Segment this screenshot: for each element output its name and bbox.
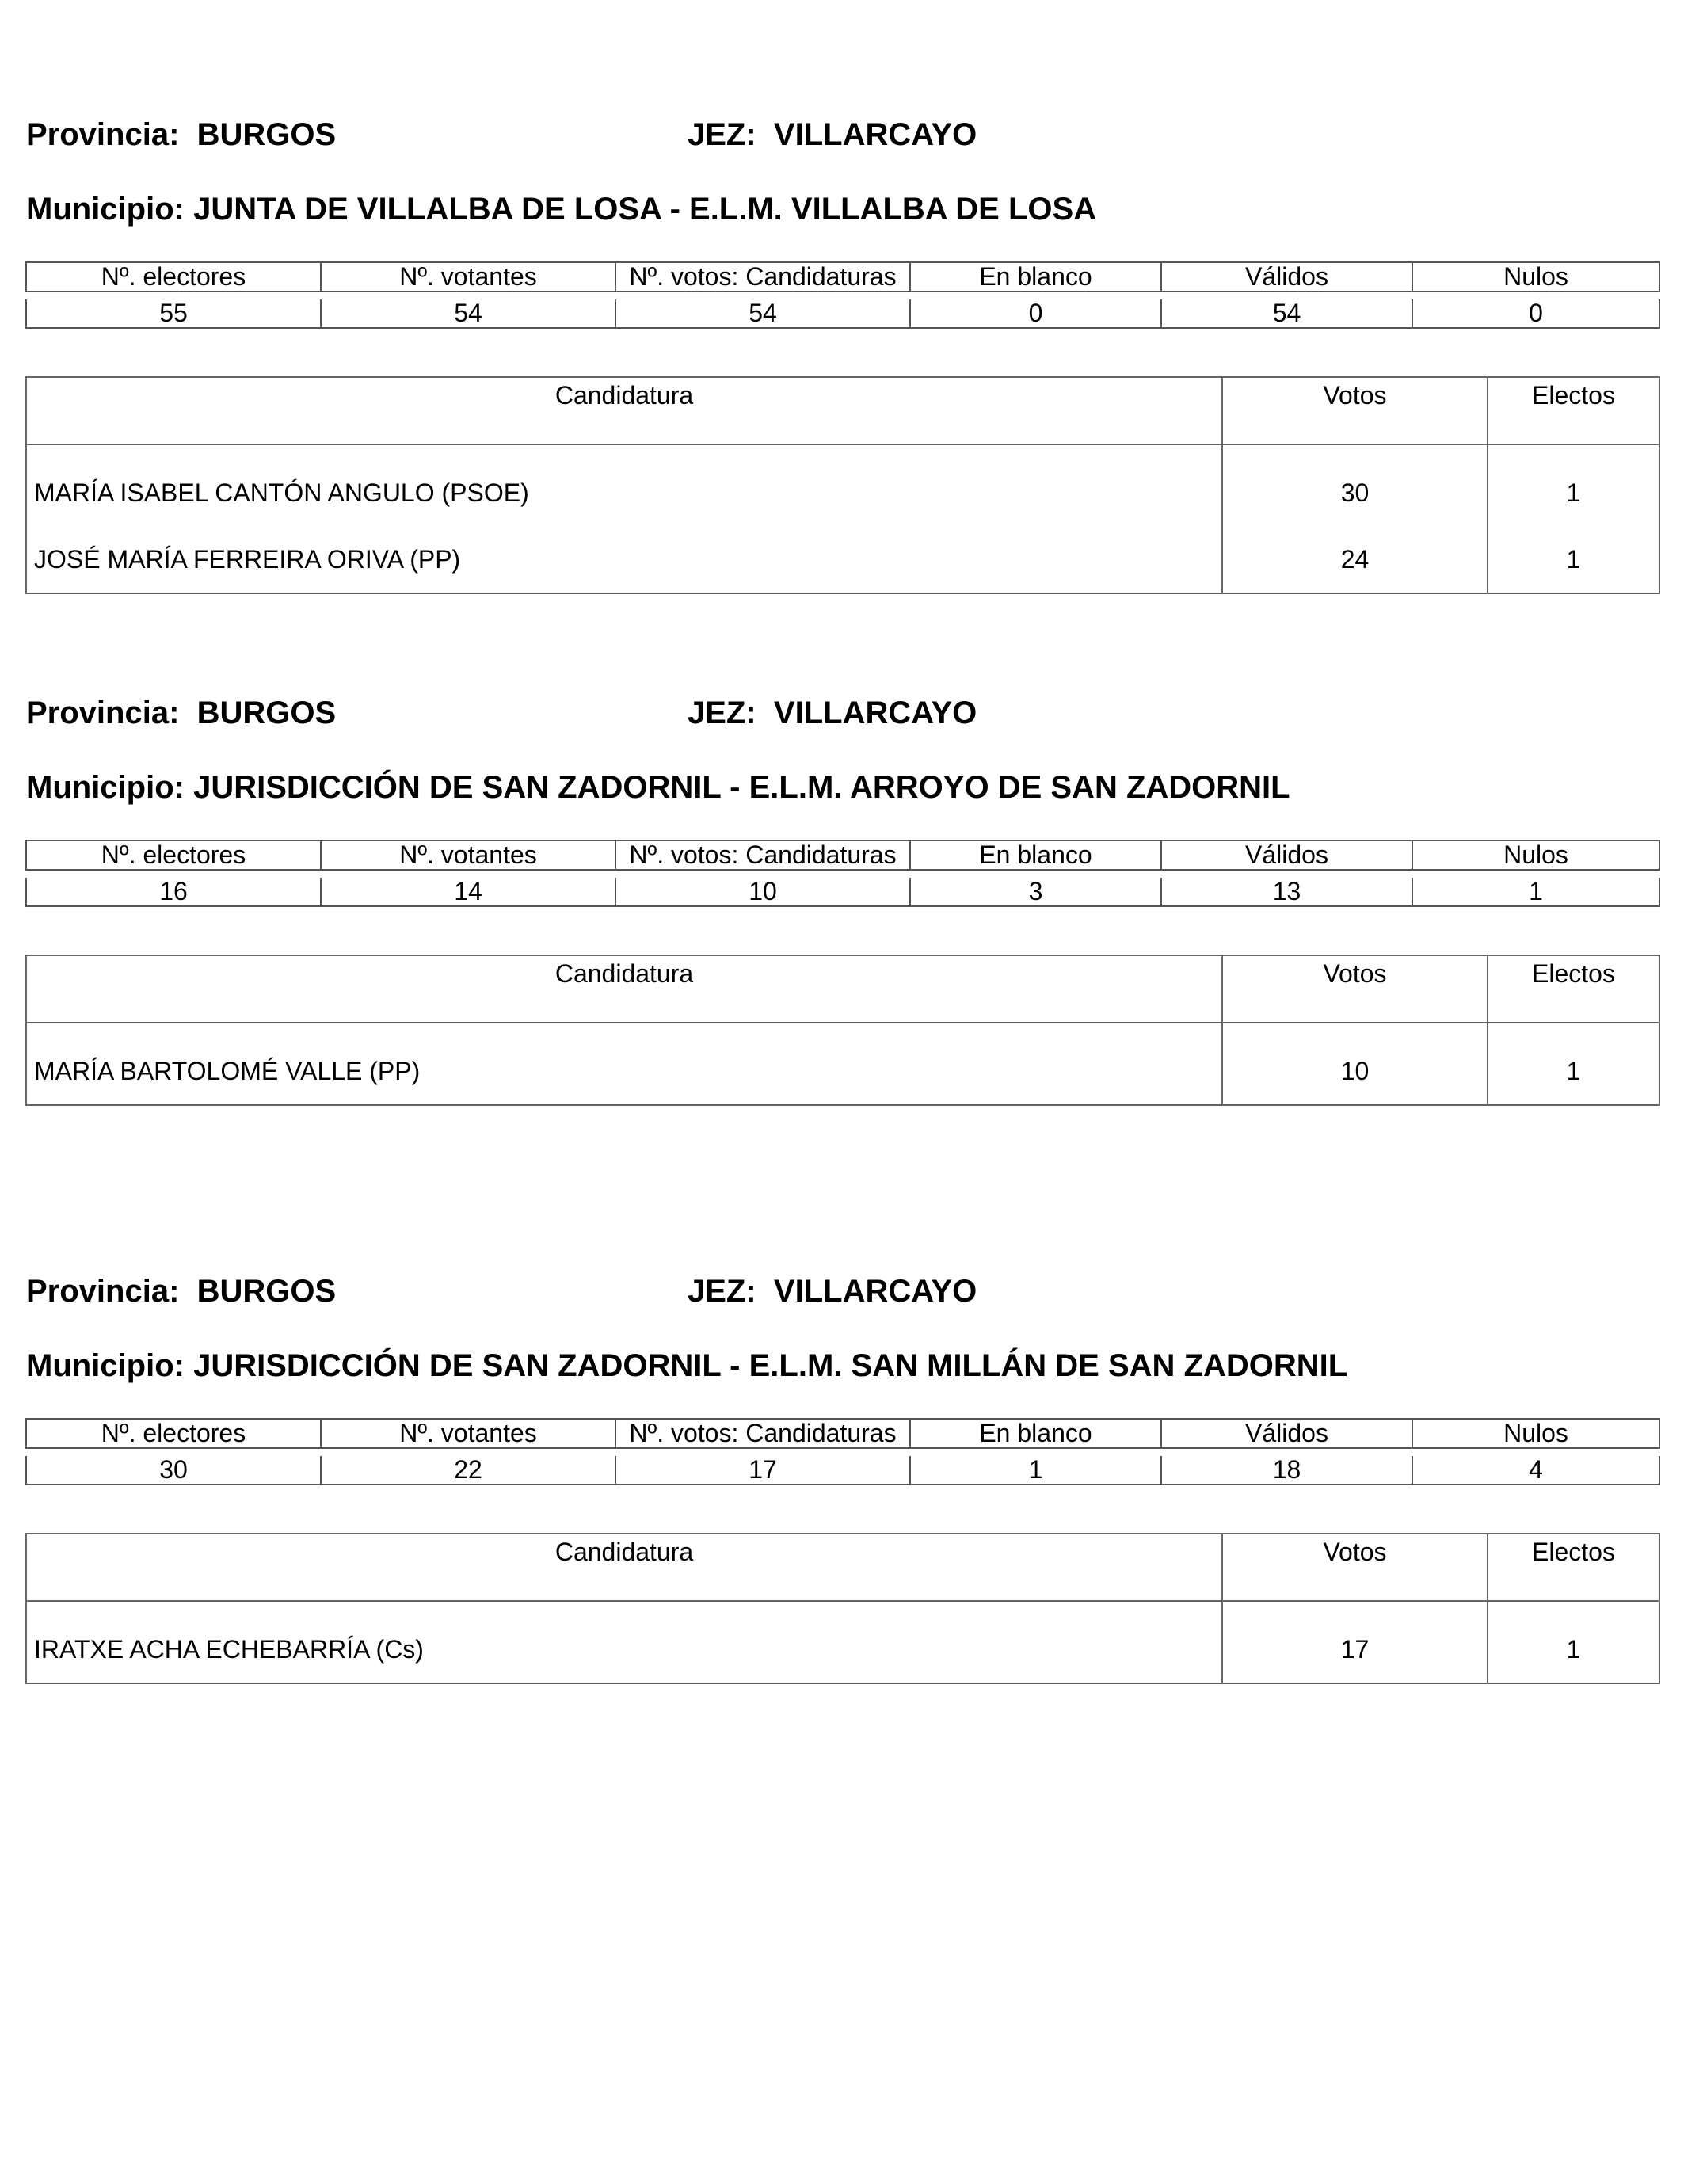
stats-header-row <box>26 262 1659 292</box>
candidate-electos: 1 <box>1488 526 1659 593</box>
provincia-value: BURGOS <box>196 117 337 152</box>
stats-header-cell: Nº. votos: Candidaturas <box>615 262 910 292</box>
candidates-header-cell: Electos <box>1488 955 1659 1023</box>
stats-header-cell: Nº. votantes <box>321 262 615 292</box>
provincia-header <box>26 1275 336 1307</box>
jez-label: JEZ: <box>688 117 756 152</box>
jez-header <box>688 697 977 729</box>
jez-label: JEZ: <box>688 1274 756 1309</box>
municipio-label: Municipio: <box>26 770 185 805</box>
stats-header-row <box>26 840 1659 870</box>
candidate-electos: 1 <box>1488 444 1659 526</box>
jez-header <box>688 119 977 151</box>
candidates-table <box>25 376 1660 594</box>
stats-value-cell: 14 <box>321 876 615 907</box>
candidate-votos: 10 <box>1222 1023 1488 1105</box>
candidate-row <box>26 444 1659 526</box>
stats-header-cell: En blanco <box>910 262 1161 292</box>
stats-header-cell: Nulos <box>1412 262 1659 292</box>
stats-value-cell: 54 <box>1161 298 1412 329</box>
stats-header-row <box>26 1419 1659 1448</box>
stats-value-cell: 1 <box>1412 876 1659 907</box>
stats-value-cell: 30 <box>26 1454 321 1485</box>
election-section <box>0 1275 1684 1767</box>
stats-header-cell: En blanco <box>910 1419 1161 1448</box>
stats-value-cell: 17 <box>615 1454 910 1485</box>
election-section <box>0 119 1684 610</box>
municipio-value: JUNTA DE VILLALBA DE LOSA - E.L.M. VILLALBA DE LOSA <box>193 192 1097 227</box>
jez-value: VILLARCAYO <box>773 696 977 730</box>
candidate-votos: 30 <box>1222 444 1488 526</box>
stats-header-cell: Nº. electores <box>26 840 321 870</box>
candidate-row <box>26 526 1659 593</box>
provincia-header <box>26 119 336 151</box>
candidates-header-row <box>26 955 1659 1023</box>
municipio-value: JURISDICCIÓN DE SAN ZADORNIL - E.L.M. SAN MILLÁN DE SAN ZADORNIL <box>193 1348 1348 1383</box>
stats-value-cell: 54 <box>321 298 615 329</box>
municipio-header <box>26 1350 1347 1382</box>
candidate-votos: 24 <box>1222 526 1488 593</box>
stats-header-cell: Nº. votos: Candidaturas <box>615 840 910 870</box>
candidates-table <box>25 1533 1660 1684</box>
jez-label: JEZ: <box>688 696 756 730</box>
candidates-header-row <box>26 377 1659 444</box>
stats-value-cell: 55 <box>26 298 321 329</box>
stats-table <box>25 1418 1660 1485</box>
candidates-header-row <box>26 1534 1659 1601</box>
municipio-label: Municipio: <box>26 1348 185 1383</box>
jez-value: VILLARCAYO <box>773 117 977 152</box>
provincia-label: Provincia: <box>26 696 180 730</box>
stats-header-cell: Nº. electores <box>26 262 321 292</box>
stats-header-cell: En blanco <box>910 840 1161 870</box>
candidates-header-cell: Votos <box>1222 955 1488 1023</box>
provincia-label: Provincia: <box>26 1274 180 1309</box>
candidate-name: JOSÉ MARÍA FERREIRA ORIVA (PP) <box>26 526 1222 593</box>
stats-value-cell: 10 <box>615 876 910 907</box>
stats-header-cell: Nulos <box>1412 1419 1659 1448</box>
stats-value-cell: 3 <box>910 876 1161 907</box>
provincia-value: BURGOS <box>196 696 337 730</box>
stats-header-cell: Válidos <box>1161 262 1412 292</box>
candidates-header-cell: Candidatura <box>26 1534 1222 1601</box>
stats-value-cell: 18 <box>1161 1454 1412 1485</box>
candidates-header-cell: Candidatura <box>26 377 1222 444</box>
stats-table <box>25 840 1660 907</box>
stats-header-cell: Válidos <box>1161 1419 1412 1448</box>
stats-header-cell: Nº. electores <box>26 1419 321 1448</box>
stats-value-cell: 4 <box>1412 1454 1659 1485</box>
stats-value-cell: 0 <box>910 298 1161 329</box>
candidate-row <box>26 1023 1659 1105</box>
stats-header-cell: Nº. votos: Candidaturas <box>615 1419 910 1448</box>
municipio-value: JURISDICCIÓN DE SAN ZADORNIL - E.L.M. ARROYO DE SAN ZADORNIL <box>193 770 1290 805</box>
stats-value-cell: 1 <box>910 1454 1161 1485</box>
stats-table <box>25 261 1660 329</box>
stats-value-row <box>26 1454 1659 1485</box>
stats-value-cell: 54 <box>615 298 910 329</box>
stats-value-cell: 13 <box>1161 876 1412 907</box>
candidates-table <box>25 955 1660 1106</box>
candidates-header-cell: Candidatura <box>26 955 1222 1023</box>
provincia-label: Provincia: <box>26 117 180 152</box>
candidate-electos: 1 <box>1488 1601 1659 1683</box>
stats-value-cell: 22 <box>321 1454 615 1485</box>
candidate-name: MARÍA BARTOLOMÉ VALLE (PP) <box>26 1023 1222 1105</box>
stats-header-cell: Nº. votantes <box>321 840 615 870</box>
stats-value-cell: 16 <box>26 876 321 907</box>
candidates-header-cell: Electos <box>1488 1534 1659 1601</box>
stats-header-cell: Nº. votantes <box>321 1419 615 1448</box>
candidates-header-cell: Votos <box>1222 377 1488 444</box>
municipio-label: Municipio: <box>26 192 185 227</box>
municipio-header <box>26 193 1096 225</box>
stats-value-cell: 0 <box>1412 298 1659 329</box>
jez-header <box>688 1275 977 1307</box>
municipio-header <box>26 772 1290 803</box>
provincia-value: BURGOS <box>196 1274 337 1309</box>
candidates-header-cell: Electos <box>1488 377 1659 444</box>
candidates-header-cell: Votos <box>1222 1534 1488 1601</box>
candidate-electos: 1 <box>1488 1023 1659 1105</box>
stats-header-cell: Nulos <box>1412 840 1659 870</box>
candidate-name: MARÍA ISABEL CANTÓN ANGULO (PSOE) <box>26 444 1222 526</box>
candidate-votos: 17 <box>1222 1601 1488 1683</box>
election-section <box>0 697 1684 1188</box>
stats-header-cell: Válidos <box>1161 840 1412 870</box>
stats-value-row <box>26 298 1659 329</box>
candidate-name: IRATXE ACHA ECHEBARRÍA (Cs) <box>26 1601 1222 1683</box>
stats-value-row <box>26 876 1659 907</box>
candidate-row <box>26 1601 1659 1683</box>
provincia-header <box>26 697 336 729</box>
jez-value: VILLARCAYO <box>773 1274 977 1309</box>
